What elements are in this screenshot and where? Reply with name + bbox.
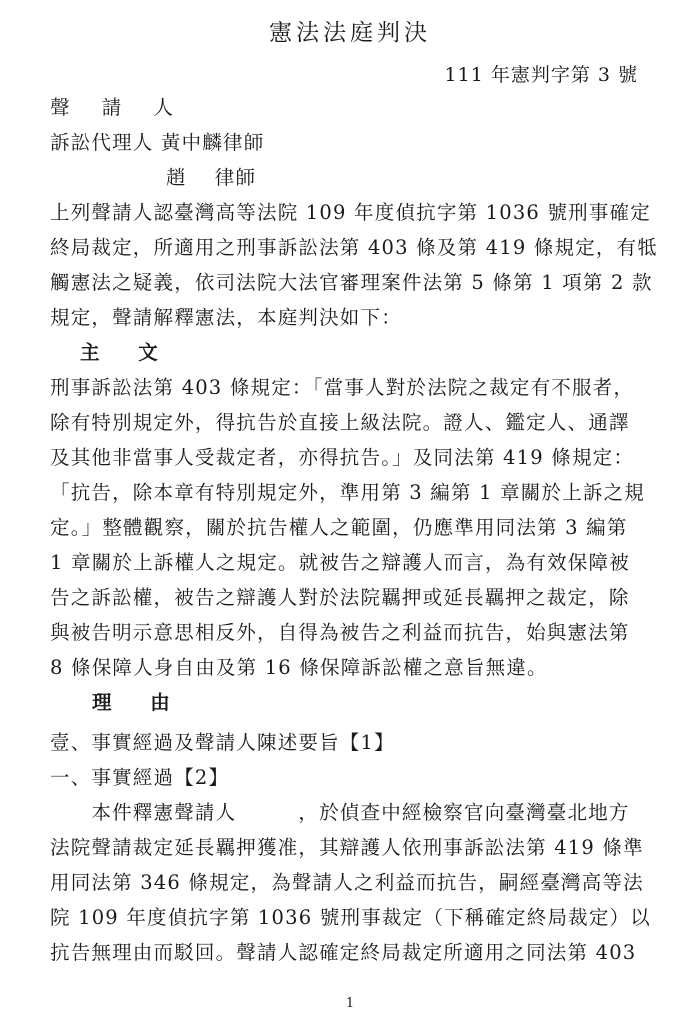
main-line: 與被告明示意思相反外，自得為被告之利益而抗告，始與憲法第 — [50, 621, 630, 644]
main-heading: 主 文 — [80, 341, 174, 364]
subsection-heading: 一、事實經過【2】 — [50, 766, 230, 789]
attorney-line-2: 趙 律師 — [166, 166, 257, 189]
attorney-line-1: 訴訟代理人 黃中麟律師 — [50, 131, 265, 154]
intro-line: 上列聲請人認臺灣高等法院 109 年度偵抗字第 1036 號刑事確定 — [50, 201, 651, 224]
main-line: 告之訴訟權，被告之辯護人對於法院羈押或延長羈押之裁定，除 — [50, 586, 630, 609]
main-line: 定。」整體觀察，關於抗告權人之範圍，仍應準用同法第 3 編第 — [50, 516, 628, 539]
main-line: 刑事訴訟法第 403 條規定：「當事人對於法院之裁定有不服者， — [50, 376, 635, 399]
document-title: 憲法法庭判決 — [269, 20, 431, 46]
petitioner-label: 聲 請 人 — [50, 96, 186, 119]
section-heading: 壹、事實經過及聲請人陳述要旨【1】 — [50, 731, 395, 754]
body-line: 用同法第 346 條規定，為聲請人之利益而抗告，嗣經臺灣高等法 — [50, 871, 644, 894]
main-line: 除有特別規定外，得抗告於直接上級法院。證人、鑑定人、通譯 — [50, 411, 630, 434]
page-number: 1 — [345, 996, 355, 1011]
body-line: 法院聲請裁定延長羈押獲准，其辯護人依刑事訴訟法第 419 條準 — [50, 836, 644, 859]
main-line: 8 條保障人身自由及第 16 條保障訴訟權之意旨無違。 — [50, 656, 548, 679]
body-line: 院 109 年度偵抗字第 1036 號刑事裁定（下稱確定終局裁定）以 — [50, 906, 651, 929]
body-line: 抗告無理由而駁回。聲請人認確定終局裁定所適用之同法第 403 — [50, 941, 637, 964]
intro-line: 規定，聲請解釋憲法，本庭判決如下： — [50, 306, 402, 329]
intro-line: 終局裁定，所適用之刑事訴訟法第 403 條及第 419 條規定，有牴 — [50, 236, 659, 259]
case-number: 111 年憲判字第 3 號 — [444, 64, 638, 86]
main-line: 「抗告，除本章有特別規定外，準用第 3 編第 1 章關於上訴之規 — [50, 481, 646, 504]
reason-heading: 理 由 — [92, 691, 186, 714]
main-line: 1 章關於上訴權人之規定。就被告之辯護人而言，為有效保障被 — [50, 551, 630, 574]
main-line: 及其他非當事人受裁定者，亦得抗告。」及同法第 419 條規定： — [50, 446, 635, 469]
body-line: 本件釋憲聲請人 ，於偵查中經檢察官向臺灣臺北地方 — [50, 801, 630, 824]
intro-line: 觸憲法之疑義，依司法院大法官審理案件法第 5 條第 1 項第 2 款 — [50, 271, 653, 294]
